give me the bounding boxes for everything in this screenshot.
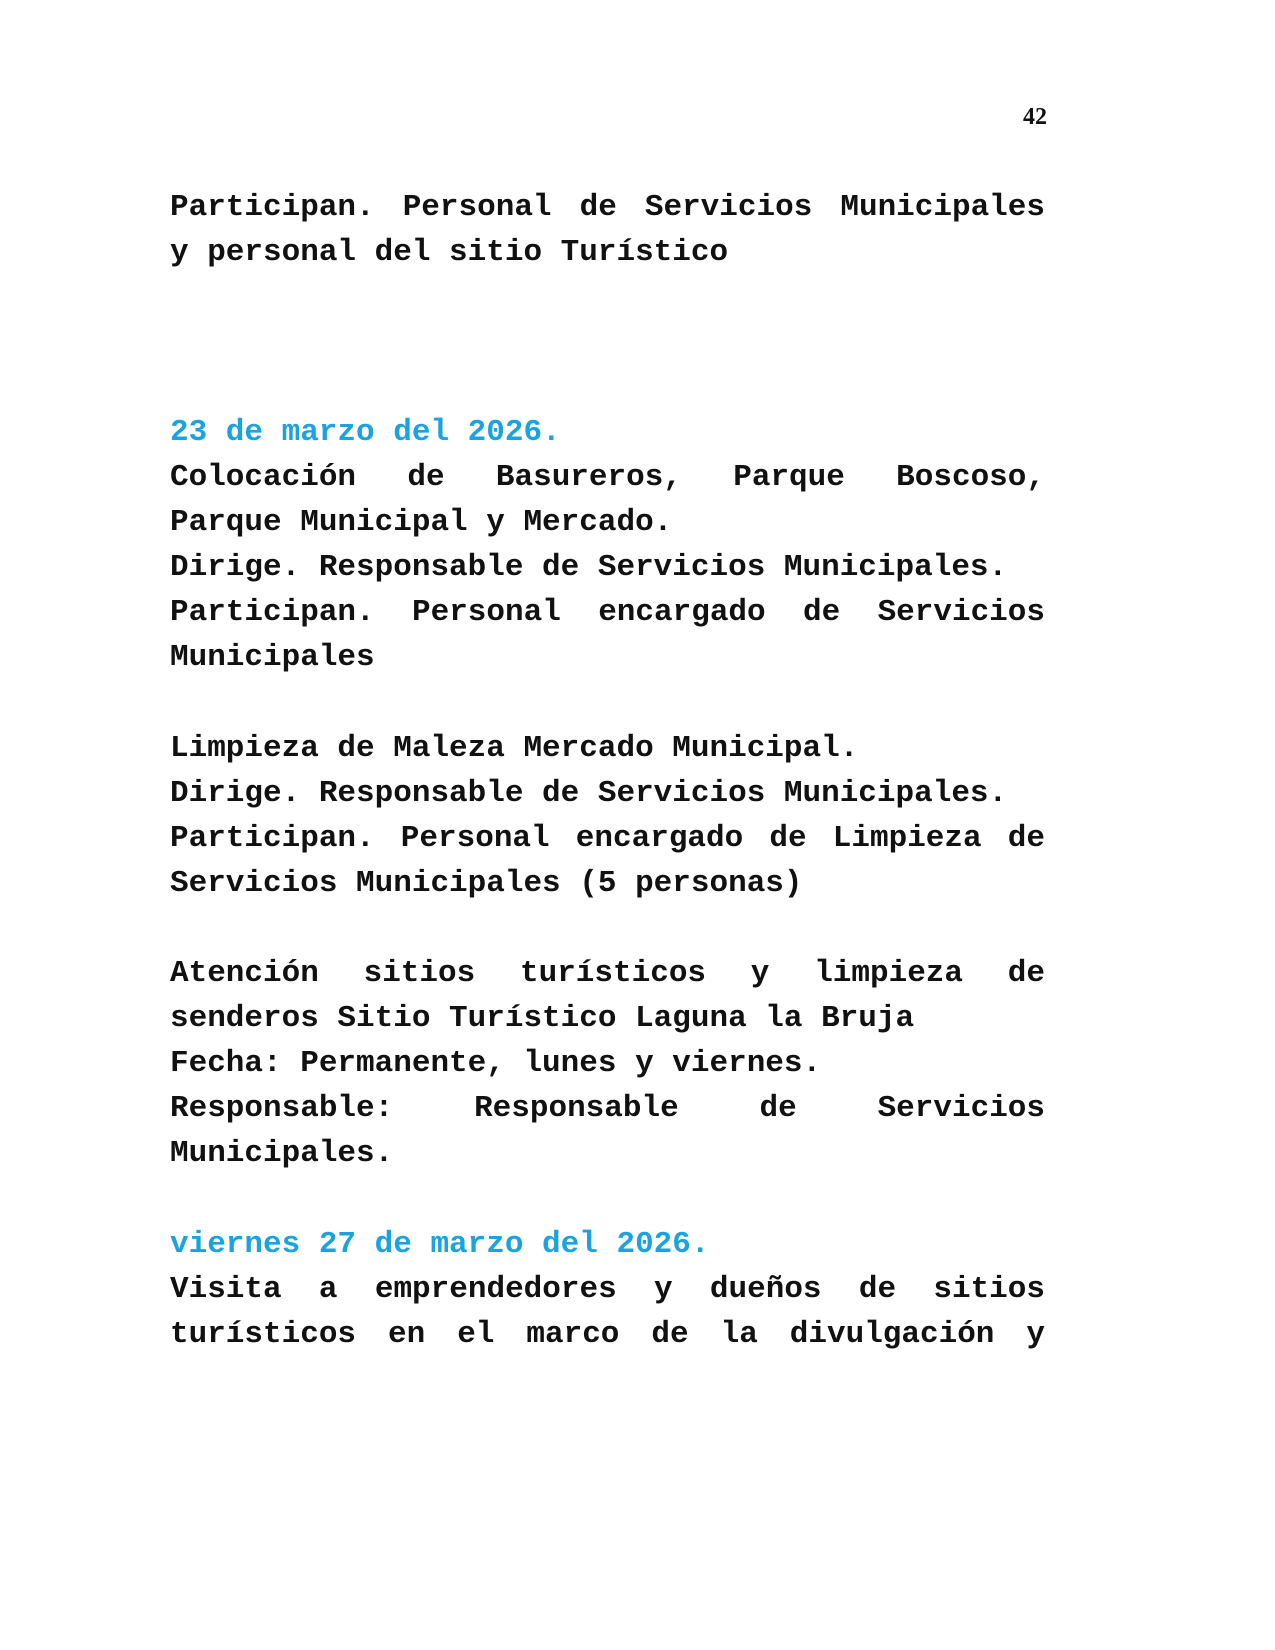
body-line: Dirige. Responsable de Servicios Municipales. <box>170 776 1008 811</box>
body-line: y personal del sitio Turístico <box>170 235 729 270</box>
body-line: Municipales. <box>170 1136 394 1171</box>
body-line: Municipales <box>170 640 375 675</box>
body-line: Colocación de Basureros, Parque Boscoso, <box>170 460 1045 495</box>
date-heading: 23 de marzo del 2026. <box>170 415 561 450</box>
body-line: Limpieza de Maleza Mercado Municipal. <box>170 731 859 766</box>
body-line: Participan. Personal de Servicios Municipales <box>170 190 1045 225</box>
date-heading: viernes 27 de marzo del 2026. <box>170 1227 710 1262</box>
body-line: Dirige. Responsable de Servicios Municipales. <box>170 550 1008 585</box>
body-line: turísticos en el marco de la divulgación y <box>170 1317 1045 1352</box>
body-line: Parque Municipal y Mercado. <box>170 505 673 540</box>
body-line: Participan. Personal encargado de Servicios <box>170 595 1045 630</box>
body-line: Fecha: Permanente, lunes y viernes. <box>170 1046 822 1081</box>
body-line: Visita a emprendedores y dueños de sitios <box>170 1272 1045 1307</box>
body-line: senderos Sitio Turístico Laguna la Bruja <box>170 1001 915 1036</box>
body-line: Participan. Personal encargado de Limpieza de <box>170 821 1045 856</box>
body-line: Atención sitios turísticos y limpieza de <box>170 956 1045 991</box>
page-number: 42 <box>1023 104 1047 130</box>
body-line: Responsable: Responsable de Servicios <box>170 1091 1045 1126</box>
body-line: Servicios Municipales (5 personas) <box>170 866 803 901</box>
